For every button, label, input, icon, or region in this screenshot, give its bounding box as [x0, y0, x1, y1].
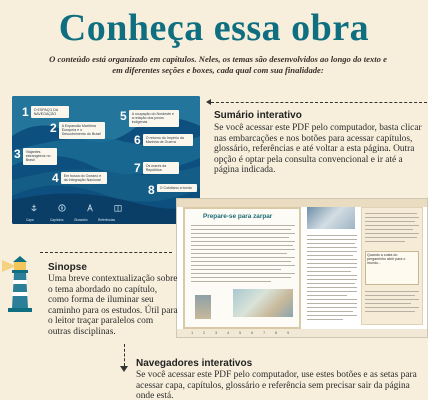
preview-small-photo	[195, 295, 211, 319]
summary-item-label: O retorno do Império da Marinha de Guerra	[143, 134, 193, 146]
arrow-down-icon	[120, 366, 128, 372]
preview-ship-photo	[233, 289, 293, 317]
pager-page-4[interactable]: 4	[227, 330, 230, 335]
icon-label-capitulos: Capítulos	[50, 218, 64, 222]
summary-item-label: Em busca do Oceano e da Integração Nacional	[61, 172, 107, 184]
summary-item-number: 4	[52, 171, 59, 185]
preview-map-photo	[307, 207, 355, 229]
summary-nav-icons	[30, 204, 122, 212]
synopsis-text: Uma breve contextualização sobre o tema abordado no capítulo, como forma de iluminar seu caminho para os estudos. Útil para o leitor traçar paralelos com outras disciplinas.	[48, 274, 178, 337]
summary-item-number: 2	[50, 121, 57, 135]
summary-panel[interactable]	[12, 96, 200, 224]
summary-interactive-text: Se você acessar este PDF pelo computador, basta clicar nas embarcações e nos botões para acessar capítulos, glossário, referências e até voltar a esta página. Outra opção é optar pela consulta convencional e ir até a página indicada.	[214, 123, 422, 176]
navigators-dashed-connector	[124, 344, 125, 366]
summary-item-3[interactable]	[14, 148, 57, 165]
chapter-page-preview	[176, 198, 428, 338]
pager-page-1[interactable]: 1	[191, 330, 194, 335]
pager-page-5[interactable]: 5	[239, 330, 242, 335]
synopsis-heading: Sinopse	[48, 262, 87, 273]
preview-callout-text: Quando a costa do pergaminho abrir para o mundo...	[367, 253, 406, 266]
summary-item-number: 1	[22, 105, 29, 119]
sinopse-dashed-connector	[40, 252, 172, 253]
pager-page-8[interactable]: 8	[275, 330, 278, 335]
summary-item-number: 5	[120, 109, 127, 123]
summary-item-1[interactable]	[22, 106, 69, 118]
summary-interactive-heading: Sumário interativo	[214, 110, 302, 121]
summary-item-label: Os mares da República	[143, 162, 179, 174]
icon-label-referencias: Referências	[98, 218, 116, 222]
pager-page-9[interactable]: 9	[287, 330, 290, 335]
summary-item-label: A Expansão Marítima Europeia e o Descobrimento do Brasil	[59, 122, 105, 139]
navigators-heading: Navegadores interativos	[136, 358, 253, 369]
letter-a-icon[interactable]	[86, 204, 94, 212]
summary-item-2[interactable]	[50, 122, 105, 139]
preview-synopsis-page	[183, 207, 301, 329]
summary-item-label: Viajantes estrangeiros no Brasil	[23, 148, 57, 165]
summary-item-label: A ocupação do Nordeste e a relação dos povos indígenas	[129, 110, 179, 127]
lighthouse-icon	[0, 252, 40, 312]
preview-chapter-title: Prepare-se para zarpar	[203, 213, 273, 220]
summary-item-4[interactable]	[52, 172, 107, 184]
summary-item-5[interactable]	[120, 110, 179, 127]
page-title: Conheça essa obra	[58, 7, 370, 49]
navigators-text: Se você acessar este PDF pelo computador, use estes botões e as setas para acessar capa, capítulos, glossário e referência sem precisar sair da página onde está.	[136, 370, 417, 400]
summary-item-number: 7	[134, 161, 141, 175]
dashed-divider	[211, 102, 427, 103]
summary-item-label: O Cotidiano a bordo	[157, 184, 197, 192]
book-icon[interactable]	[114, 204, 122, 212]
summary-item-number: 8	[148, 183, 155, 197]
preview-header-strip	[177, 199, 428, 207]
pager-page-6[interactable]: 6	[251, 330, 254, 335]
intro-text: O conteúdo está organizado em capítulos. Neles, os temas são desenvolvidos ao longo do texto e em diferentes seções e boxes, cada qual com sua finalidade:	[49, 54, 387, 75]
summary-item-label: O ESPAÇO DA NAVEGAÇÃO	[31, 106, 69, 118]
summary-item-number: 3	[14, 147, 21, 161]
summary-item-8[interactable]	[148, 184, 197, 196]
anchor-icon[interactable]	[30, 204, 38, 212]
pager-page-7[interactable]: 7	[263, 330, 266, 335]
icon-label-glossario: Glossário	[74, 218, 88, 222]
summary-item-6[interactable]	[134, 134, 193, 146]
icon-label-capa: Capa	[26, 218, 34, 222]
summary-item-7[interactable]	[134, 162, 179, 174]
pager-page-2[interactable]: 2	[203, 330, 206, 335]
summary-item-number: 6	[134, 133, 141, 147]
pager-page-3[interactable]: 3	[215, 330, 218, 335]
compass-icon[interactable]	[58, 204, 66, 212]
